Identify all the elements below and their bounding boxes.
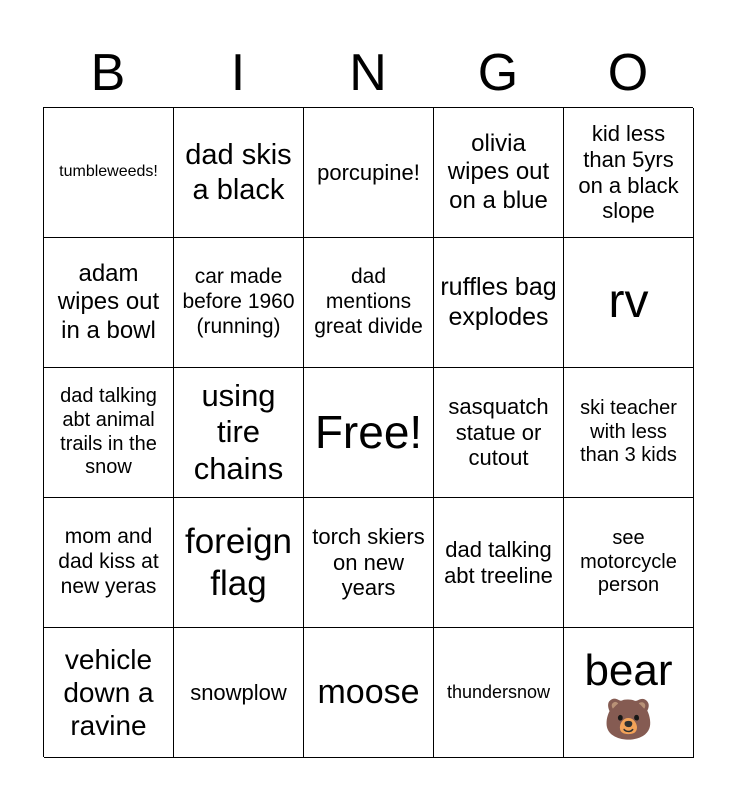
bingo-header bbox=[43, 40, 693, 106]
bingo-cell-text: vehicle down a ravine bbox=[63, 643, 154, 742]
bingo-card bbox=[43, 107, 693, 757]
bear-emoji-icon: 🐻 bbox=[603, 698, 654, 743]
bingo-cell-text: kid less than 5yrs on a black slope bbox=[578, 120, 679, 224]
bingo-cell[interactable] bbox=[304, 108, 434, 238]
bingo-cell[interactable] bbox=[174, 108, 304, 238]
bingo-cell[interactable] bbox=[434, 108, 564, 238]
bingo-cell-text: adam wipes out in a bowl bbox=[57, 260, 160, 344]
bingo-cell[interactable] bbox=[44, 498, 174, 628]
bingo-cell-text: dad talking abt animal trails in the snow bbox=[60, 385, 157, 479]
bingo-cell[interactable] bbox=[174, 238, 304, 368]
bingo-cell-text: ruffles bag explodes bbox=[440, 273, 557, 331]
bingo-cell-text: bear bbox=[584, 645, 673, 695]
bingo-cell[interactable] bbox=[174, 368, 304, 498]
free-space-cell[interactable] bbox=[304, 368, 434, 498]
bingo-cell[interactable] bbox=[44, 238, 174, 368]
header-letter-n: N bbox=[349, 44, 387, 102]
bingo-cell[interactable] bbox=[304, 238, 434, 368]
bingo-cell-text: torch skiers on new years bbox=[312, 523, 425, 601]
bingo-cell-text: mom and dad kiss at new yeras bbox=[58, 525, 159, 598]
bingo-cell-text: rv bbox=[608, 275, 649, 329]
header-letter-i: I bbox=[230, 44, 246, 102]
bingo-cell[interactable] bbox=[564, 498, 694, 628]
header-letter-b: B bbox=[90, 44, 126, 102]
bingo-cell[interactable] bbox=[44, 108, 174, 238]
bingo-cell-text: olivia wipes out on a blue bbox=[447, 130, 550, 214]
bingo-cell-text: dad skis a black bbox=[185, 139, 292, 206]
bingo-cell[interactable] bbox=[44, 368, 174, 498]
bingo-cell-text: thundersnow bbox=[446, 681, 551, 702]
bingo-cell[interactable] bbox=[304, 498, 434, 628]
bingo-cell-text: car made before 1960 (running) bbox=[182, 265, 295, 338]
bingo-cell-text: moose bbox=[317, 673, 420, 712]
bingo-cell-text: Free! bbox=[314, 406, 423, 459]
bingo-cell[interactable] bbox=[434, 238, 564, 368]
bingo-cell[interactable] bbox=[304, 628, 434, 758]
bingo-cell-text: using tire chains bbox=[193, 377, 284, 486]
bingo-cell-text: porcupine! bbox=[317, 159, 420, 185]
bingo-cell[interactable] bbox=[564, 628, 694, 758]
bingo-cell-text: tumbleweeds! bbox=[59, 163, 158, 181]
bingo-cell[interactable] bbox=[434, 628, 564, 758]
bingo-cell[interactable] bbox=[434, 498, 564, 628]
bingo-cell[interactable] bbox=[44, 628, 174, 758]
bingo-cell-text: see motorcycle person bbox=[580, 527, 677, 597]
bingo-cell-text: sasquatch statue or cutout bbox=[448, 393, 549, 471]
bingo-cell-text: dad talking abt treeline bbox=[444, 536, 553, 588]
bingo-cell-text: dad mentions great divide bbox=[314, 265, 423, 338]
bingo-cell[interactable] bbox=[564, 238, 694, 368]
bingo-cell[interactable] bbox=[174, 628, 304, 758]
bingo-cell[interactable] bbox=[434, 368, 564, 498]
bingo-cell-text: snowplow bbox=[190, 679, 287, 705]
bingo-cell[interactable] bbox=[564, 368, 694, 498]
bingo-cell[interactable] bbox=[564, 108, 694, 238]
header-letter-o: O bbox=[607, 44, 649, 102]
bingo-cell[interactable] bbox=[174, 498, 304, 628]
bingo-cell-text: foreign flag bbox=[184, 522, 293, 603]
header-letter-g: G bbox=[477, 44, 519, 102]
bingo-cell-text: ski teacher with less than 3 kids bbox=[580, 397, 677, 467]
